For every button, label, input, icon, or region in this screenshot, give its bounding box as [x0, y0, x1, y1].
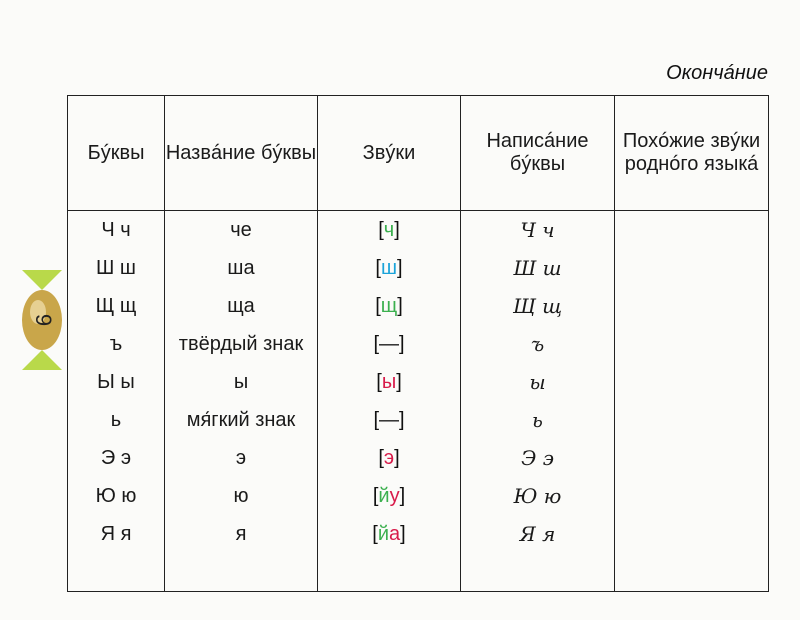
cell-handwriting: Щ щ — [461, 287, 615, 325]
bracket-open: [ — [373, 332, 379, 355]
cell-letter-name: ы — [165, 363, 318, 401]
sound-symbol: — — [379, 408, 399, 431]
bracket-open: [ — [378, 446, 384, 469]
cell-similar-sounds — [615, 439, 769, 477]
bracket-close: ] — [399, 484, 406, 507]
cell-similar-sounds — [615, 515, 769, 553]
cell-letters: ь — [68, 401, 165, 439]
sound-symbol: щ — [380, 294, 398, 317]
cell-letter-name: ща — [165, 287, 318, 325]
header-letter-name — [165, 96, 318, 211]
cell-letter-name: ша — [165, 249, 318, 287]
cell-handwriting: Ш ш — [461, 249, 615, 287]
cell-letters: ъ — [68, 325, 165, 363]
sound-symbol: ч — [383, 218, 395, 241]
header-similar-text: Похóжие звýки роднóго языкá — [622, 130, 761, 175]
cell-letters: Ш ш — [68, 249, 165, 287]
cell-letters: Ч ч — [68, 211, 165, 250]
sound-symbol: — — [379, 332, 399, 355]
badge-top-triangle — [22, 270, 62, 290]
table-row — [68, 439, 769, 477]
cell-sound — [318, 477, 461, 515]
table-row — [68, 287, 769, 325]
sound-symbol: й — [377, 522, 390, 545]
cell-letters: Ю ю — [68, 477, 165, 515]
table-row — [68, 477, 769, 515]
bracket-open: [ — [375, 294, 381, 317]
table-row — [68, 211, 769, 250]
cell-sound — [318, 211, 461, 250]
sound-symbol: ш — [380, 256, 398, 279]
cell-handwriting: ы — [461, 363, 615, 401]
cell-handwriting: ъ — [461, 325, 615, 363]
bracket-close: ] — [394, 446, 400, 469]
bracket-open: [ — [372, 522, 378, 545]
cell-letters: Я я — [68, 515, 165, 553]
sound-symbol-2: а — [389, 522, 401, 545]
bracket-open: [ — [378, 218, 384, 241]
cell-sound — [318, 249, 461, 287]
table-row — [68, 249, 769, 287]
table-body — [68, 211, 769, 592]
cell-sound — [318, 325, 461, 363]
cell-handwriting: Э э — [461, 439, 615, 477]
table-row — [68, 401, 769, 439]
header-similar-sounds — [615, 96, 769, 211]
cell-similar-sounds — [615, 249, 769, 287]
header-letters: Бýквы — [68, 96, 165, 211]
page-number-badge — [20, 268, 64, 372]
table-spacer-row — [68, 553, 769, 592]
cell-similar-sounds — [615, 477, 769, 515]
bracket-open: [ — [373, 408, 379, 431]
cell-sound — [318, 515, 461, 553]
header-letter-name-text: Назвáние бýквы — [165, 141, 317, 164]
cell-similar-sounds — [615, 401, 769, 439]
header-sounds: Звýки — [318, 96, 461, 211]
cell-sound — [318, 439, 461, 477]
cell-letter-name: э — [165, 439, 318, 477]
bracket-close: ] — [399, 408, 405, 431]
bracket-close: ] — [397, 256, 403, 279]
table-row — [68, 325, 769, 363]
cell-letter-name: твёрдый знак — [165, 325, 318, 363]
cell-sound — [318, 401, 461, 439]
cell-letter-name: че — [165, 211, 318, 250]
sound-symbol-2: у — [389, 484, 400, 507]
bracket-open: [ — [376, 370, 382, 393]
continuation-label: Окончáние — [666, 62, 768, 84]
cell-similar-sounds — [615, 287, 769, 325]
alphabet-table — [67, 95, 769, 592]
cell-letter-name: я — [165, 515, 318, 553]
bracket-open: [ — [372, 484, 379, 507]
header-writing-text: Написáние бýквы — [486, 130, 589, 175]
badge-bottom-triangle — [22, 350, 62, 370]
cell-sound — [318, 363, 461, 401]
table-row — [68, 515, 769, 553]
cell-letter-name: мя́гкий знак — [165, 401, 318, 439]
cell-similar-sounds — [615, 363, 769, 401]
bracket-close: ] — [397, 294, 403, 317]
cell-handwriting: Я я — [461, 515, 615, 553]
header-writing — [461, 96, 615, 211]
table-header-row — [68, 96, 769, 211]
cell-similar-sounds — [615, 211, 769, 250]
bracket-close: ] — [399, 332, 405, 355]
page-number: 9 — [31, 313, 57, 327]
cell-letters: Ы ы — [68, 363, 165, 401]
bracket-close: ] — [394, 218, 400, 241]
cell-handwriting: Ч ч — [461, 211, 615, 250]
sound-symbol: ы — [381, 370, 397, 393]
cell-similar-sounds — [615, 325, 769, 363]
cell-letter-name: ю — [165, 477, 318, 515]
sound-symbol: э — [383, 446, 395, 469]
table-row — [68, 363, 769, 401]
cell-letters: Щ щ — [68, 287, 165, 325]
bracket-open: [ — [375, 256, 381, 279]
cell-handwriting: ь — [461, 401, 615, 439]
cell-letters: Э э — [68, 439, 165, 477]
sound-symbol: й — [378, 484, 390, 507]
bracket-close: ] — [400, 522, 406, 545]
cell-handwriting: Ю ю — [461, 477, 615, 515]
cell-sound — [318, 287, 461, 325]
bracket-close: ] — [396, 370, 402, 393]
